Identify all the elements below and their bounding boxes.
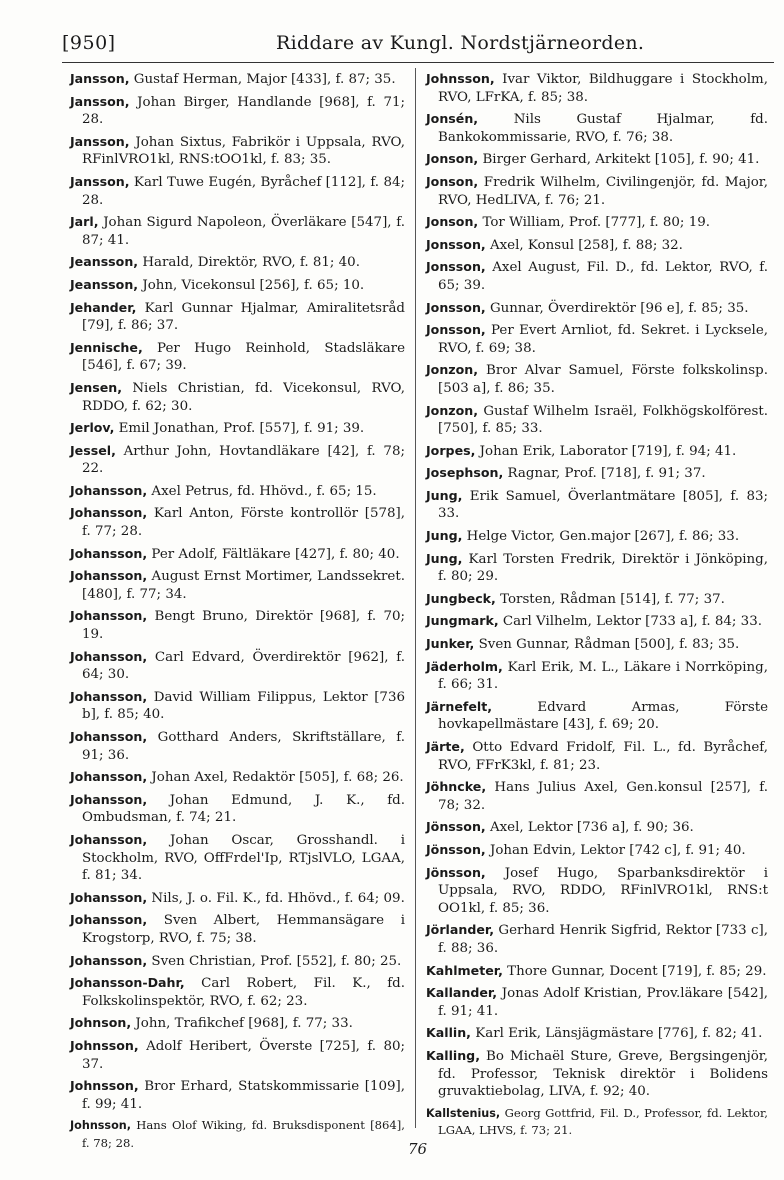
entry-surname: Jansson, xyxy=(70,173,130,189)
entry-surname: Jerlov, xyxy=(70,420,115,436)
entry-surname: Kahlmeter, xyxy=(426,962,503,978)
register-entry xyxy=(426,635,768,654)
entry-details: Per Evert Arnliot, fd. Sekret. i Lycksele, RVO, f. 69; 38. xyxy=(438,323,768,356)
entry-surname: Jorpes, xyxy=(426,442,476,458)
register-entry xyxy=(70,339,405,375)
entry-surname: Jönsson, xyxy=(426,864,486,880)
entry-surname: Johansson, xyxy=(70,769,148,785)
entry-surname: Järnefelt, xyxy=(426,698,493,714)
register-entry xyxy=(426,236,768,255)
entry-details: Johan Edvin, Lektor [742 c], f. 91; 40. xyxy=(485,842,746,858)
entry-details: Nils Gustaf Hjalmar, fd. Bankokommissarie, RVO, f. 76; 38. xyxy=(438,112,768,145)
register-entry xyxy=(70,607,405,643)
entry-details: Birger Gerhard, Arkitekt [105], f. 90; 41. xyxy=(478,152,760,168)
register-entry xyxy=(70,1077,405,1113)
entry-surname: Jessel, xyxy=(70,442,116,458)
entry-details: Johan Sigurd Napoleon, Överläkare [547], f. 87; 41. xyxy=(82,215,405,248)
register-entry xyxy=(426,864,768,918)
entry-details: Ragnar, Prof. [718], f. 91; 37. xyxy=(503,466,706,482)
entry-surname: Josephson, xyxy=(426,465,504,481)
register-entry xyxy=(70,688,405,724)
entry-surname: Johansson, xyxy=(70,831,148,847)
register-entry xyxy=(426,984,768,1020)
entry-surname: Kallander, xyxy=(426,985,498,1001)
register-entry xyxy=(426,738,768,774)
entry-details: Arthur John, Hovtandläkare [42], f. 78; 22. xyxy=(82,443,405,477)
entry-details: Axel, Lektor [736 a], f. 90; 36. xyxy=(485,820,694,836)
entry-details: Axel Petrus, fd. Hhövd., f. 65; 15. xyxy=(147,483,377,499)
register-entry xyxy=(426,1024,768,1043)
entry-details: Karl Erik, M. L., Läkare i Norrköping, f. 66; 31. xyxy=(438,659,768,693)
register-entry xyxy=(426,1047,768,1101)
register-entry xyxy=(70,442,405,478)
entry-details: Bror Erhard, Statskommissarie [109], f. 99; 41. xyxy=(82,1079,405,1112)
entry-details: Edvard Armas, Förste hovkapellmästare [43], f. 69; 20. xyxy=(438,699,768,733)
entry-surname: Johnsson, xyxy=(70,1037,139,1053)
entry-surname: Jonzon, xyxy=(426,402,479,418)
entry-details: Ivar Viktor, Bildhuggare i Stockholm, RVO, LFrKA, f. 85; 38. xyxy=(438,72,768,105)
register-entry xyxy=(70,768,405,787)
register-entry xyxy=(426,612,768,631)
entry-surname: Johansson, xyxy=(70,608,148,624)
register-entry xyxy=(70,567,405,603)
entry-details: Gunnar, Överdirektör [96 e], f. 85; 35. xyxy=(485,300,749,316)
entry-surname: Jung, xyxy=(426,528,463,544)
right-column xyxy=(426,70,768,1144)
entry-details: Sven Albert, Hemmansägare i Krogstorp, RVO, f. 75; 38. xyxy=(82,913,405,946)
entry-details: Carl Edvard, Överdirektör [962], f. 64; 30. xyxy=(82,649,405,683)
entry-details: Georg Gottfrid, Fil. D., Professor, fd. Lektor, LGAA, LHVS, f. 73; 21. xyxy=(438,1105,768,1138)
entry-details: Karl Gunnar Hjalmar, Amiralitetsråd [79], f. 86; 37. xyxy=(82,300,405,334)
register-entry xyxy=(426,658,768,694)
entry-surname: Johnsson, xyxy=(70,1078,139,1094)
entry-surname: Jonsén, xyxy=(426,111,479,127)
register-entry xyxy=(426,442,768,461)
left-column xyxy=(70,70,405,1156)
entry-surname: Jansson, xyxy=(70,71,130,86)
register-entry xyxy=(426,590,768,609)
entry-surname: Johnson, xyxy=(70,1015,132,1031)
entry-details: Karl Torsten Fredrik, Direktör i Jönköping, f. 80; 29. xyxy=(438,551,768,585)
entry-details: Nils, J. o. Fil. K., fd. Hhövd., f. 64; 09. xyxy=(147,890,405,906)
entry-surname: Jonsson, xyxy=(426,299,486,315)
entry-details: Johan Edmund, J. K., fd. Ombudsman, f. 74; 21. xyxy=(82,792,405,826)
entry-surname: Jung, xyxy=(426,550,463,566)
entry-surname: Jäderholm, xyxy=(426,658,503,674)
entry-surname: Jöhncke, xyxy=(426,779,487,795)
entry-surname: Johansson, xyxy=(70,952,148,968)
register-entry xyxy=(426,818,768,837)
register-entry xyxy=(70,1117,405,1152)
entry-details: Karl Erik, Länsjägmästare [776], f. 82; 41. xyxy=(470,1026,763,1042)
entry-details: David William Filippus, Lektor [736 b], f. 85; 40. xyxy=(82,689,405,723)
entry-surname: Johansson, xyxy=(70,482,148,498)
register-entry xyxy=(70,173,405,209)
entry-details: Niels Christian, fd. Vicekonsul, RVO, RDDO, f. 62; 30. xyxy=(82,380,405,414)
page-label: [950] xyxy=(62,32,116,54)
entry-surname: Jonson, xyxy=(426,151,479,167)
register-entry xyxy=(70,831,405,885)
entry-details: Emil Jonathan, Prof. [557], f. 91; 39. xyxy=(114,421,365,437)
entry-surname: Jönsson, xyxy=(426,819,486,835)
entry-surname: Jarl, xyxy=(70,214,99,230)
entry-details: Bengt Bruno, Direktör [968], f. 70; 19. xyxy=(82,609,405,643)
entry-surname: Jansson, xyxy=(70,133,130,149)
entry-details: Axel August, Fil. D., fd. Lektor, RVO, f. 65; 39. xyxy=(438,260,768,293)
page-number: 76 xyxy=(408,1140,428,1158)
entry-details: Gerhard Henrik Sigfrid, Rektor [733 c], f. 88; 36. xyxy=(438,923,768,956)
entry-surname: Kallstenius, xyxy=(426,1106,501,1120)
entry-surname: Jensen, xyxy=(70,379,122,395)
entry-details: Johan Axel, Redaktör [505], f. 68; 26. xyxy=(147,770,404,786)
entry-details: Otto Edvard Fridolf, Fil. L., fd. Byråchef, RVO, FFrK3kl, f. 81; 23. xyxy=(438,740,768,773)
register-entry xyxy=(426,527,768,546)
register-entry xyxy=(426,299,768,318)
entry-surname: Järte, xyxy=(426,739,465,754)
register-entry xyxy=(70,70,405,89)
entry-details: John, Vicekonsul [256], f. 65; 10. xyxy=(138,277,365,293)
register-entry xyxy=(70,419,405,438)
entry-details: Axel, Konsul [258], f. 88; 32. xyxy=(485,237,683,253)
entry-surname: Johansson, xyxy=(70,648,148,664)
entry-surname: Jonsson, xyxy=(426,322,486,338)
entry-details: Hans Julius Axel, Gen.konsul [257], f. 78; 32. xyxy=(438,780,768,813)
register-entry xyxy=(70,911,405,947)
entry-details: Josef Hugo, Sparbanksdirektör i Uppsala, RVO, RDDO, RFinlVRO1kl, RNS:t OO1kl, f. 85; 36. xyxy=(438,865,768,916)
entry-details: Harald, Direktör, RVO, f. 81; 40. xyxy=(138,255,360,271)
header-rule xyxy=(62,62,774,63)
entry-details: Johan Oscar, Grosshandl. i Stockholm, RVO, OffFrdel'Ip, RTjslVLO, LGAA, f. 81; 34. xyxy=(82,832,405,884)
register-entry xyxy=(426,464,768,483)
entry-details: Sven Gunnar, Rådman [500], f. 83; 35. xyxy=(474,637,740,653)
entry-details: Carl Vilhelm, Lektor [733 a], f. 84; 33. xyxy=(498,614,762,630)
register-entry xyxy=(426,361,768,397)
entry-details: Hans Olof Wiking, fd. Bruksdisponent [864], f. 78; 28. xyxy=(82,1118,405,1150)
entry-details: Karl Tuwe Eugén, Byråchef [112], f. 84; 28. xyxy=(82,174,405,208)
entry-details: Johan Sixtus, Fabrikör i Uppsala, RVO, RFinlVRO1kl, RNS:tOO1kl, f. 83; 35. xyxy=(82,134,405,168)
entry-surname: Johansson, xyxy=(70,729,148,744)
register-entry xyxy=(70,213,405,249)
register-entry xyxy=(426,698,768,734)
register-entry xyxy=(70,93,405,129)
entry-details: August Ernst Mortimer, Landssekret. [480], f. 77; 34. xyxy=(82,569,405,602)
register-entry xyxy=(426,150,768,169)
register-entry xyxy=(70,952,405,971)
entry-details: Sven Christian, Prof. [552], f. 80; 25. xyxy=(147,953,402,969)
entry-details: Per Hugo Reinhold, Stadsläkare [546], f. 67; 39. xyxy=(82,340,405,374)
register-entry xyxy=(426,1105,768,1140)
register-entry xyxy=(70,1014,405,1033)
entry-surname: Jönsson, xyxy=(426,841,486,857)
register-entry xyxy=(70,728,405,764)
register-entry xyxy=(426,841,768,860)
register-entry xyxy=(70,889,405,908)
entry-surname: Jeansson, xyxy=(70,276,139,292)
entry-details: Helge Victor, Gen.major [267], f. 86; 33. xyxy=(462,529,740,545)
register-entry xyxy=(70,545,405,564)
entry-surname: Johansson-Dahr, xyxy=(70,975,185,991)
entry-details: Gotthard Anders, Skriftställare, f. 91; 36. xyxy=(82,730,405,763)
page-header xyxy=(62,24,774,64)
entry-surname: Johansson, xyxy=(70,912,148,928)
register-entry xyxy=(70,253,405,272)
entry-surname: Jonsson, xyxy=(426,259,486,275)
entry-surname: Johansson, xyxy=(70,791,148,807)
register-entry xyxy=(426,487,768,523)
entry-surname: Junker, xyxy=(426,636,475,652)
entry-surname: Kalling, xyxy=(426,1047,480,1063)
register-entry xyxy=(426,402,768,438)
entry-surname: Johansson, xyxy=(70,889,148,905)
entry-details: Karl Anton, Förste kontrollör [578], f. 77; 28. xyxy=(82,506,405,540)
entry-surname: Jung, xyxy=(426,487,463,503)
entry-surname: Jehander, xyxy=(70,299,137,315)
entry-details: Gustaf Wilhelm Israël, Folkhögskolförest. [750], f. 85; 33. xyxy=(438,403,768,437)
entry-details: Fredrik Wilhelm, Civilingenjör, fd. Major, RVO, HedLIVA, f. 76; 21. xyxy=(438,174,768,208)
register-entry xyxy=(70,379,405,415)
register-entry xyxy=(426,921,768,957)
entry-surname: Jungmark, xyxy=(426,613,499,629)
register-entry xyxy=(70,482,405,501)
entry-details: Adolf Heribert, Överste [725], f. 80; 37. xyxy=(82,1038,405,1072)
register-entry xyxy=(426,70,768,106)
entry-surname: Jungbeck, xyxy=(426,590,496,606)
entry-surname: Johansson, xyxy=(70,568,148,584)
entry-surname: Johnsson, xyxy=(70,1119,131,1133)
entry-details: Carl Robert, Fil. K., fd. Folkskolinspektör, RVO, f. 62; 23. xyxy=(82,976,405,1009)
entry-details: Thore Gunnar, Docent [719], f. 85; 29. xyxy=(502,963,767,979)
register-entry xyxy=(70,648,405,684)
entry-details: Jonas Adolf Kristian, Prov.läkare [542], f. 91; 41. xyxy=(438,986,768,1019)
entry-surname: Johansson, xyxy=(70,545,148,561)
entry-details: Bo Michaël Sture, Greve, Bergsingenjör, fd. Professor, Teknisk direktör i Bolidens gruvaktiebolag, LIVA, f. 92; 40. xyxy=(438,1048,768,1100)
entry-details: Tor William, Prof. [777], f. 80; 19. xyxy=(478,215,711,231)
entry-surname: Jörlander, xyxy=(426,922,495,938)
register-entry xyxy=(70,974,405,1010)
page-title: Riddare av Kungl. Nordstjärneorden. xyxy=(276,32,645,54)
register-entry xyxy=(70,276,405,295)
entry-surname: Johansson, xyxy=(70,688,148,704)
entry-details: Torsten, Rådman [514], f. 77; 37. xyxy=(495,591,725,607)
entry-details: Johan Erik, Laborator [719], f. 94; 41. xyxy=(475,443,737,459)
column-divider xyxy=(415,68,416,1128)
entry-surname: Jonzon, xyxy=(426,362,479,378)
entry-details: Erik Samuel, Överlantmätare [805], f. 83; 33. xyxy=(438,488,768,522)
register-entry xyxy=(426,173,768,209)
register-entry xyxy=(426,962,768,981)
register-entry xyxy=(426,321,768,357)
entry-details: John, Trafikchef [968], f. 77; 33. xyxy=(131,1016,353,1032)
entry-details: Gustaf Herman, Major [433], f. 87; 35. xyxy=(129,72,396,87)
entry-details: Johan Birger, Handlande [968], f. 71; 28. xyxy=(82,94,405,128)
register-entry xyxy=(70,504,405,540)
register-entry xyxy=(426,110,768,146)
document-page xyxy=(62,24,774,1164)
register-entry xyxy=(426,550,768,586)
entry-surname: Johnsson, xyxy=(426,71,495,86)
entry-surname: Jennische, xyxy=(70,339,143,355)
entry-surname: Jonsson, xyxy=(426,236,486,252)
entry-surname: Johansson, xyxy=(70,505,148,521)
register-entry xyxy=(70,133,405,169)
register-entry xyxy=(70,1037,405,1073)
entry-details: Bror Alvar Samuel, Förste folkskolinsp. [503 a], f. 86; 35. xyxy=(438,363,768,396)
entry-surname: Jeansson, xyxy=(70,254,139,270)
register-entry xyxy=(426,778,768,814)
entry-surname: Jonson, xyxy=(426,214,479,230)
entry-surname: Kallin, xyxy=(426,1025,471,1041)
register-entry xyxy=(70,791,405,827)
register-entry xyxy=(426,258,768,294)
entry-surname: Jansson, xyxy=(70,93,130,109)
register-entry xyxy=(70,299,405,335)
entry-details: Per Adolf, Fältläkare [427], f. 80; 40. xyxy=(147,546,400,562)
entry-surname: Jonson, xyxy=(426,173,479,189)
register-entry xyxy=(426,213,768,232)
